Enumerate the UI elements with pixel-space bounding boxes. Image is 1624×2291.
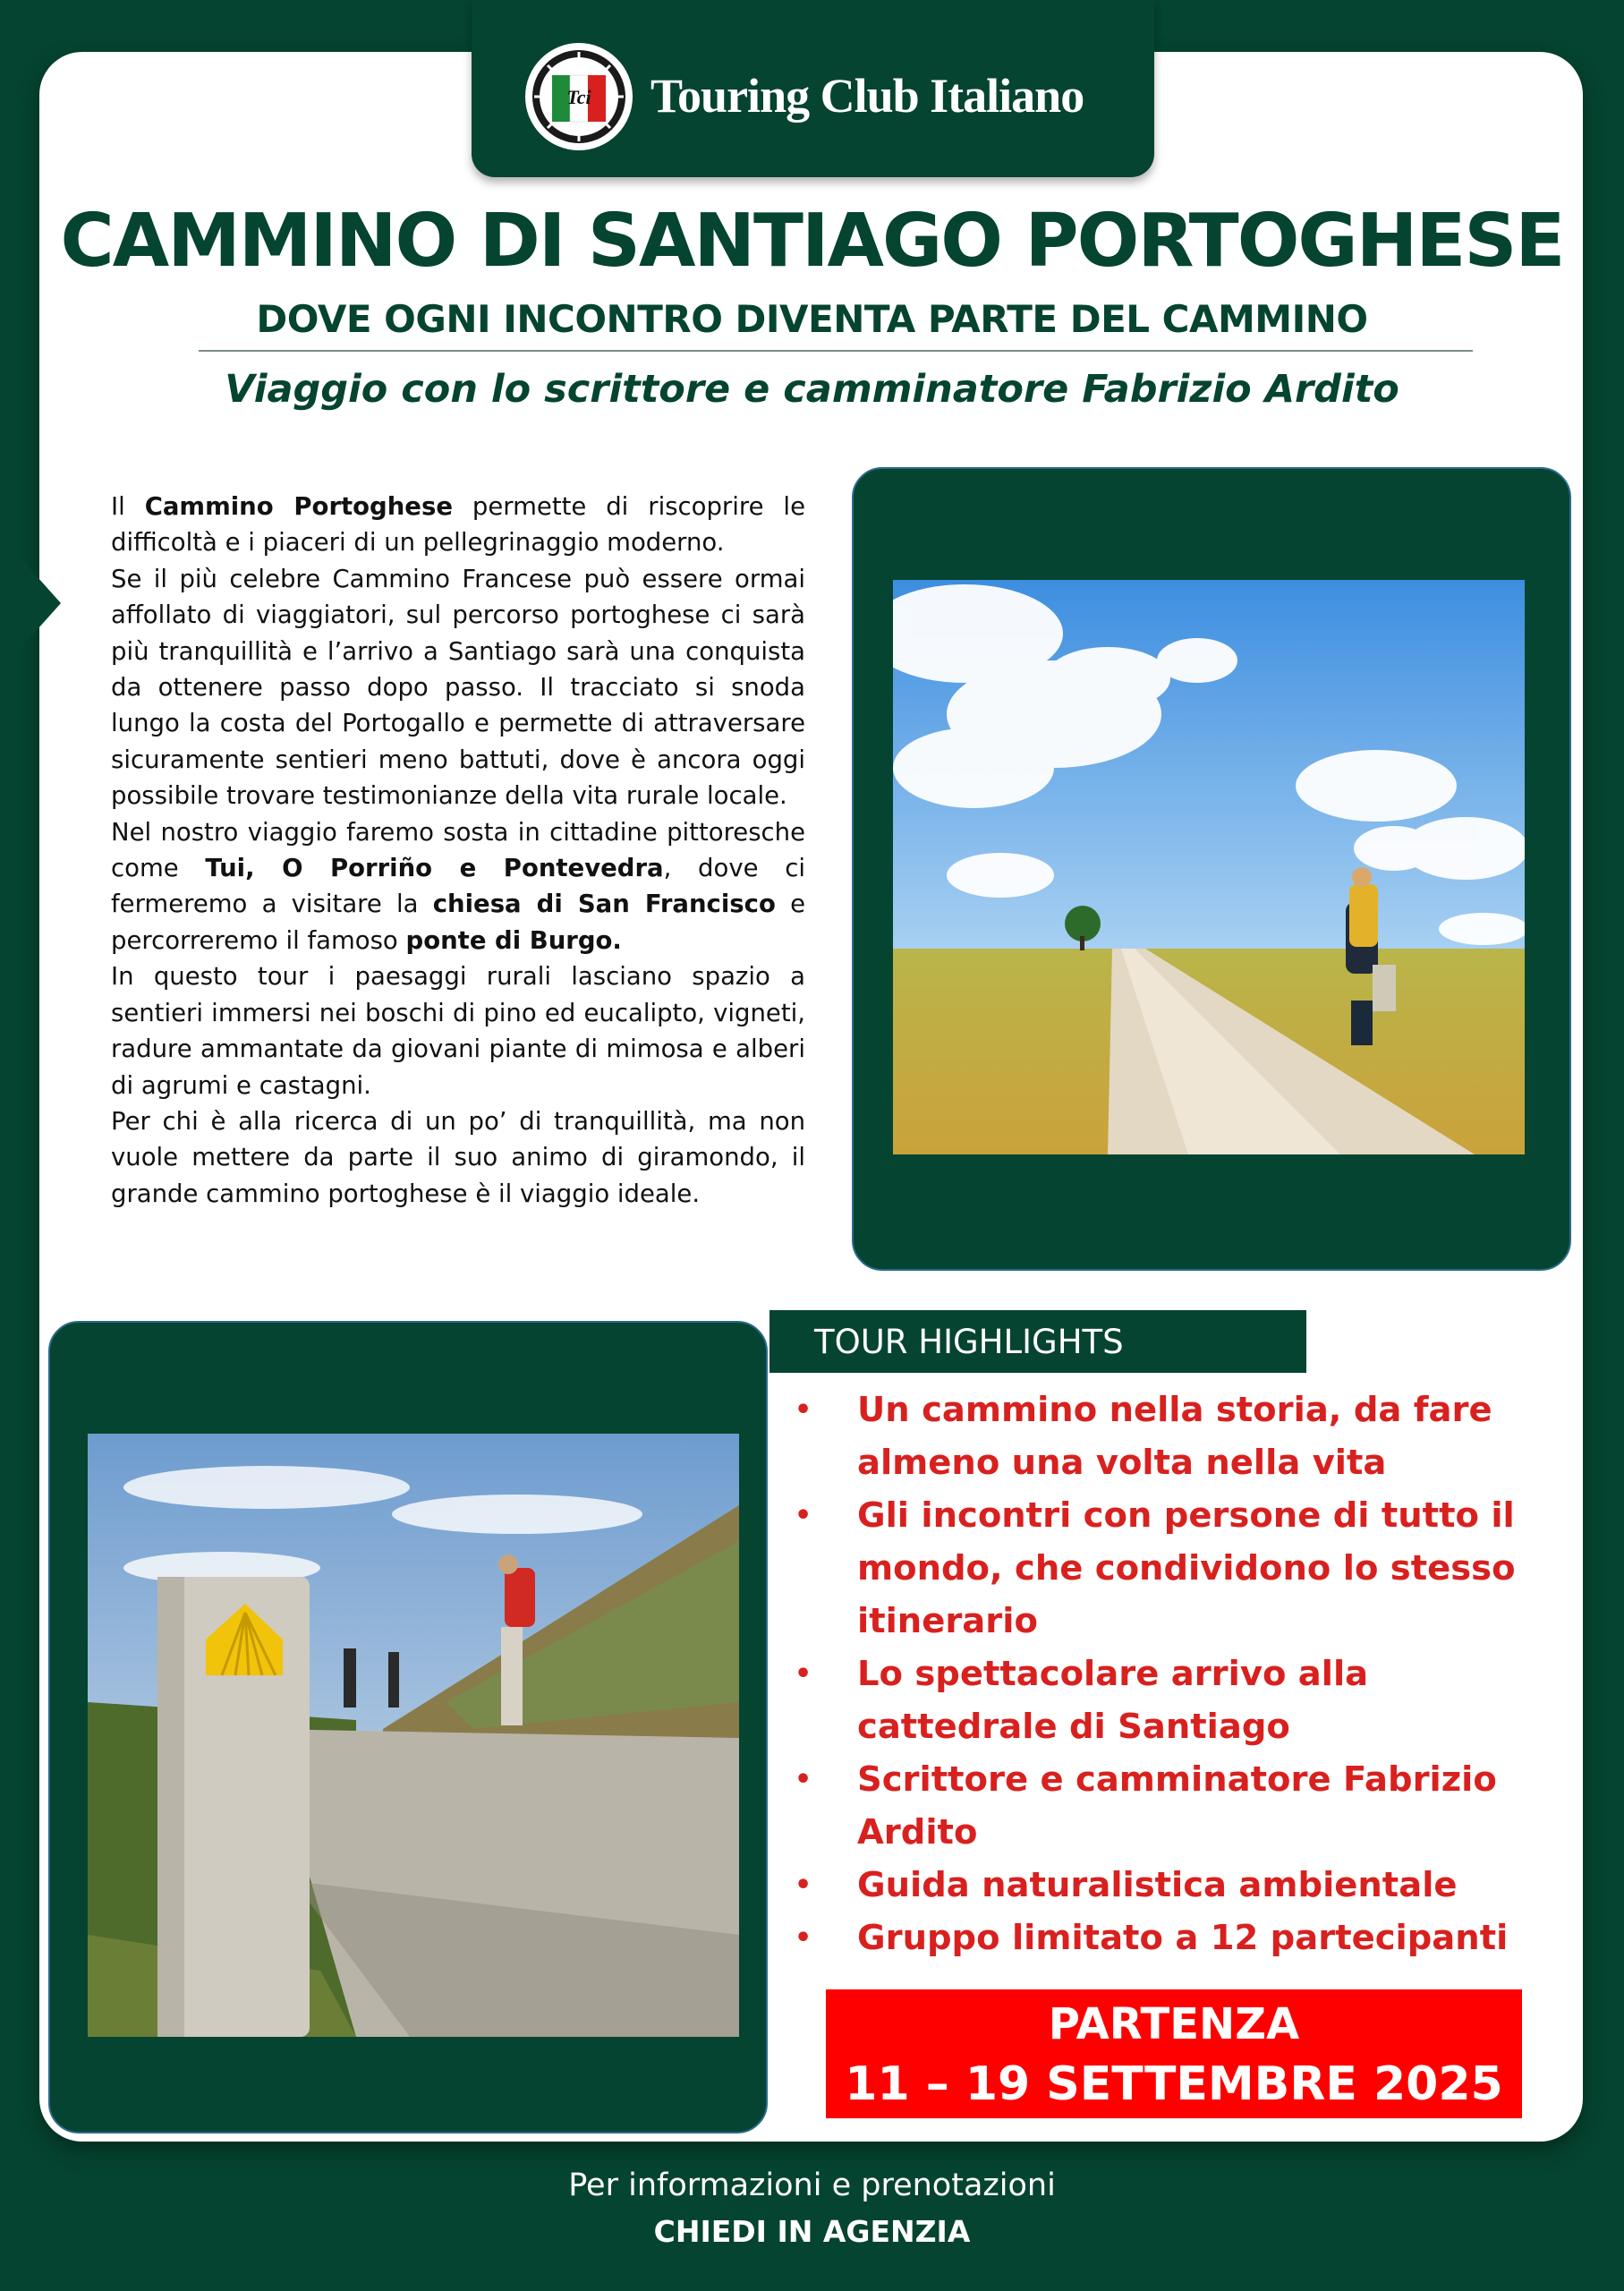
bullet-icon: • (795, 1922, 812, 1954)
tci-emblem-icon (523, 41, 634, 152)
photo-hiker-dirt-road (893, 580, 1525, 1154)
highlights-list (787, 1384, 1548, 1964)
footer-info: Per informazioni e prenotazioni (568, 2168, 1056, 2203)
photo-scallop-waymarker (88, 1434, 739, 2037)
bullet-icon: • (795, 1394, 812, 1426)
svg-text:Tci: Tci (566, 86, 591, 108)
departure-banner (826, 1989, 1522, 2118)
list-item: • Lo spettacolare arrivo alla cattedrale di Santiago (787, 1648, 1548, 1753)
list-item: • Scrittore e camminatore Fabrizio Ardito (787, 1753, 1548, 1859)
list-item: • Gruppo limitato a 12 partecipanti (787, 1912, 1548, 1964)
footer-cta: CHIEDI IN AGENZIA (653, 2214, 971, 2249)
side-arrow-marker (0, 535, 61, 671)
logo-tab (472, 0, 1154, 177)
photo-frame-top (852, 467, 1571, 1271)
intro-text (111, 489, 805, 1212)
intro-paragraph: Nel nostro viaggio faremo sosta in cittadine pittoresche come Tui, O Porriño e Pontevedra, dove ci fermeremo a visitare la chiesa di San Francisco e percorreremo il famoso ponte di Burgo. (111, 817, 806, 955)
list-item: • Gli incontri con persone di tutto il mondo, che condividono lo stesso itinerario (787, 1489, 1548, 1648)
intro-paragraph: Per chi è alla ricerca di un po’ di tranquillità, ma non vuole mettere da parte il suo animo di giramondo, il grande cammino portoghese è il viaggio ideale. (111, 1106, 805, 1208)
page-subtitle: DOVE OGNI INCONTRO DIVENTA PARTE DEL CAMMINO (256, 297, 1368, 341)
page-title: CAMMINO DI SANTIAGO PORTOGHESE (60, 199, 1564, 284)
intro-paragraph: Se il più celebre Cammino Francese può essere ormai affollato di viaggiatori, sul percorso portoghese ci sarà più tranquillità e l’arrivo a Santiago sarà una conquista da ottenere passo dopo passo. Il tracciato si snoda lungo la costa del Portogallo e permette di attraversare sicuramente sentieri meno battuti, dove è ancora oggi possibile trovare testimonianze della vita rurale locale. (111, 564, 805, 811)
intro-paragraph: In questo tour i paesaggi rurali lasciano spazio a sentieri immersi nei boschi di pino ed eucalipto, vigneti, radure ammantate da giovani piante di mimosa e alberi di agrumi e castagni. (111, 962, 805, 1100)
bullet-icon: • (795, 1658, 812, 1690)
highlights-title: TOUR HIGHLIGHTS (814, 1323, 1124, 1361)
departure-dates: 11 – 19 SETTEMBRE 2025 (845, 2057, 1503, 2111)
list-item: • Un cammino nella storia, da fare almeno una volta nella vita (787, 1384, 1548, 1489)
bullet-icon: • (795, 1500, 812, 1531)
intro-paragraph: Il Cammino Portoghese permette di riscoprire le difficoltà e i piaceri di un pellegrinaggio moderno. (111, 492, 805, 558)
bullet-icon: • (795, 1764, 812, 1795)
photo-frame-bottom (48, 1321, 768, 2133)
bullet-icon: • (795, 1869, 812, 1901)
brand-name: Touring Club Italiano (650, 69, 1084, 123)
departure-label: PARTENZA (1048, 1999, 1300, 2049)
divider (199, 350, 1473, 352)
list-item: • Guida naturalistica ambientale (787, 1859, 1548, 1912)
highlights-header (769, 1310, 1306, 1373)
tagline: Viaggio con lo scrittore e camminatore Fabrizio Ardito (225, 367, 1399, 412)
